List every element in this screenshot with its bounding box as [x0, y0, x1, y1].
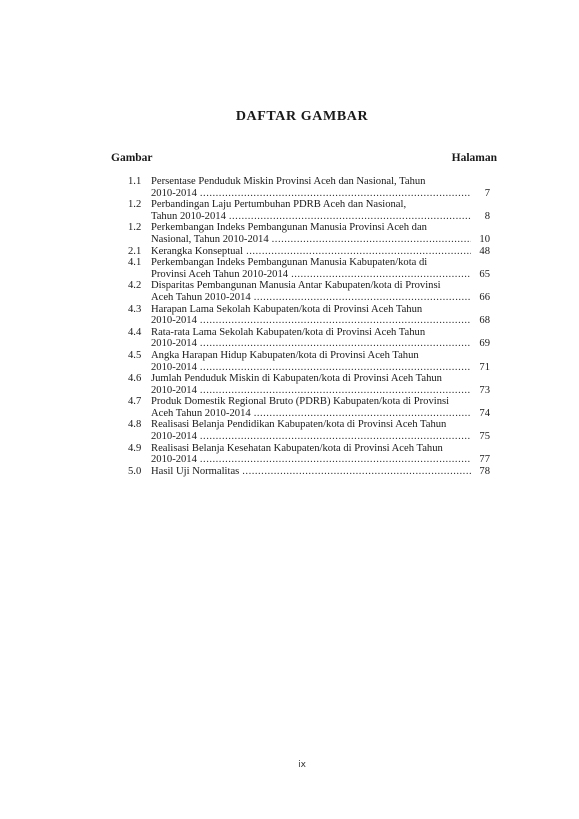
- figure-title-line1: Perkembangan Indeks Pembangunan Manusia Kabupaten/kota di: [151, 257, 428, 269]
- figure-title-line1: Jumlah Penduduk Miskin di Kabupaten/kota di Provinsi Aceh Tahun: [151, 373, 442, 385]
- dot-leader: [200, 338, 471, 350]
- figure-page-number: 77: [479, 454, 490, 466]
- figure-title-text: 2010-2014: [151, 338, 197, 350]
- dot-leader: [200, 362, 471, 374]
- figure-page-number: 69: [479, 338, 490, 350]
- figure-page-number: 48: [479, 245, 490, 257]
- figure-entry: [128, 419, 490, 442]
- figure-entry: [128, 396, 490, 419]
- dot-leader: [291, 269, 471, 281]
- figure-number: 4.4: [128, 326, 142, 338]
- dot-leader: [200, 385, 471, 397]
- figure-title-text: Hasil Uji Normalitas: [151, 465, 240, 477]
- figure-title-text: 2010-2014: [151, 384, 197, 396]
- figure-page-number: 74: [479, 407, 490, 419]
- figure-number: 5.0: [128, 465, 142, 477]
- figure-page-number: 78: [479, 465, 490, 477]
- figure-entry: [128, 304, 490, 327]
- figure-title-text: Aceh Tahun 2010-2014: [151, 291, 251, 303]
- dot-leader: [200, 454, 471, 466]
- figure-number: 1.1: [128, 176, 142, 187]
- figure-page-number: 65: [479, 268, 490, 280]
- figure-title-text: Aceh Tahun 2010-2014: [151, 407, 251, 419]
- page-number: ix: [298, 760, 306, 770]
- figure-page-number: 8: [484, 210, 490, 222]
- column-header-gambar: Gambar: [111, 152, 153, 164]
- figure-title-line2: [151, 338, 490, 350]
- dot-leader: [200, 188, 471, 200]
- figure-title-line1: Produk Domestik Regional Bruto (PDRB) Kabupaten/kota di Provinsi: [151, 396, 450, 408]
- figure-title-text: 2010-2014: [151, 454, 197, 466]
- figure-page-number: 10: [479, 233, 490, 245]
- figure-page-number: 7: [484, 187, 490, 199]
- figure-page-number: 71: [479, 361, 490, 373]
- figure-title-line1: Perkembangan Indeks Pembangunan Manusia Provinsi Aceh dan: [151, 222, 427, 234]
- figure-title-line2: [151, 385, 490, 397]
- figure-title-text: 2010-2014: [151, 187, 197, 199]
- figure-title-line2: [151, 454, 490, 466]
- column-header-halaman: Halaman: [451, 152, 497, 164]
- figure-title-text: Tahun 2010-2014: [151, 210, 226, 222]
- figure-title-text: 2010-2014: [151, 315, 197, 327]
- figure-title-text: 2010-2014: [151, 361, 197, 373]
- figure-title-line2: [151, 466, 490, 478]
- figure-entry: [128, 280, 490, 303]
- figure-entry: [128, 373, 490, 396]
- figure-title-line2: [151, 188, 490, 200]
- figure-number: 1.2: [128, 222, 142, 234]
- figure-entry: [128, 222, 490, 245]
- figure-page-number: 75: [479, 431, 490, 443]
- figure-entry: [128, 199, 490, 222]
- figure-title-line2: [151, 246, 490, 258]
- figure-title-line1: Realisasi Belanja Pendidikan Kabupaten/kota di Provinsi Aceh Tahun: [151, 419, 447, 431]
- figure-title-line1: Persentase Penduduk Miskin Provinsi Aceh dan Nasional, Tahun: [151, 176, 426, 187]
- dot-leader: [200, 315, 471, 327]
- figure-page-number: 66: [479, 291, 490, 303]
- dot-leader: [242, 466, 471, 478]
- dot-leader: [272, 234, 471, 246]
- figure-title-line2: [151, 431, 490, 443]
- figure-number: 4.6: [128, 373, 142, 385]
- figure-title-line1: Rata-rata Lama Sekolah Kabupaten/kota di Provinsi Aceh Tahun: [151, 326, 426, 338]
- figure-number: 4.1: [128, 257, 142, 269]
- figure-entry: [128, 257, 490, 280]
- figure-entry: [128, 176, 490, 199]
- figure-number: 4.8: [128, 419, 142, 431]
- dot-leader: [254, 292, 471, 304]
- figure-title-line2: [151, 211, 490, 223]
- figure-number: 4.5: [128, 349, 142, 361]
- figure-number: 4.9: [128, 442, 142, 454]
- figure-title-text: Nasional, Tahun 2010-2014: [151, 233, 269, 245]
- figure-title-text: Kerangka Konseptual: [151, 245, 244, 257]
- figure-entry: [128, 443, 490, 466]
- figure-number: 4.2: [128, 280, 142, 292]
- figure-entry: [128, 246, 490, 258]
- figure-title-line1: Angka Harapan Hidup Kabupaten/kota di Provinsi Aceh Tahun: [151, 349, 419, 361]
- figure-title-line2: [151, 315, 490, 327]
- figure-entry: [128, 350, 490, 373]
- figure-title-line2: [151, 234, 490, 246]
- figure-title-line2: [151, 269, 490, 281]
- figure-title-line1: Disparitas Pembangunan Manusia Antar Kabupaten/kota di Provinsi: [151, 280, 441, 292]
- figure-title-text: Provinsi Aceh Tahun 2010-2014: [151, 268, 289, 280]
- figure-title-text: 2010-2014: [151, 431, 197, 443]
- figure-title-line1: Harapan Lama Sekolah Kabupaten/kota di Provinsi Aceh Tahun: [151, 303, 423, 315]
- figure-title-line2: [151, 292, 490, 304]
- dot-leader: [200, 431, 471, 443]
- figure-number: 4.7: [128, 396, 142, 408]
- figure-page-number: 68: [479, 315, 490, 327]
- dot-leader: [229, 211, 471, 223]
- figure-list: [128, 176, 490, 477]
- figure-entry: [128, 466, 490, 478]
- figure-number: 1.2: [128, 199, 142, 211]
- figure-title-line1: Realisasi Belanja Kesehatan Kabupaten/kota di Provinsi Aceh Tahun: [151, 442, 443, 454]
- figure-title-line2: [151, 408, 490, 420]
- figure-number: 4.3: [128, 303, 142, 315]
- dot-leader: [246, 246, 471, 258]
- figure-page-number: 73: [479, 384, 490, 396]
- dot-leader: [254, 408, 471, 420]
- figure-title-line2: [151, 362, 490, 374]
- figure-entry: [128, 327, 490, 350]
- page-title: DAFTAR GAMBAR: [235, 109, 369, 124]
- figure-number: 2.1: [128, 245, 142, 257]
- figure-title-line1: Perbandingan Laju Pertumbuhan PDRB Aceh dan Nasional,: [151, 199, 407, 211]
